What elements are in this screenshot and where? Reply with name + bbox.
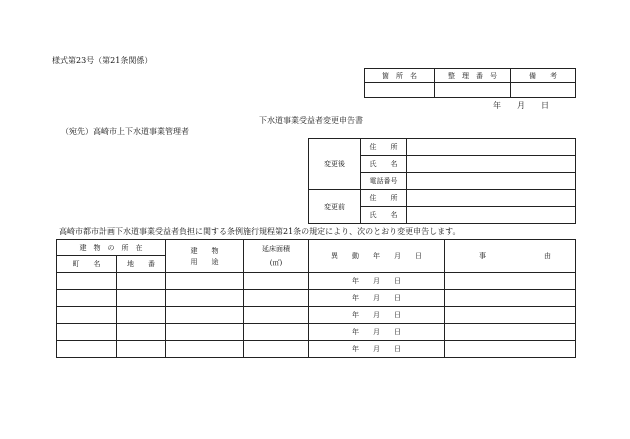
lot-cell[interactable] bbox=[117, 273, 166, 290]
statement-text: 高崎市都市計画下水道事業受益者負担に関する条例施行規程第21条の規定により、次のとおり変更申告します。 bbox=[59, 227, 461, 236]
change-date-cell[interactable]: 年 月 日 bbox=[309, 273, 445, 290]
floor-area-cell[interactable] bbox=[244, 324, 309, 341]
before-address-label: 住 所 bbox=[361, 190, 407, 207]
after-phone-field[interactable] bbox=[407, 173, 576, 190]
applicant-table bbox=[308, 138, 576, 224]
building-use-header bbox=[166, 240, 244, 273]
change-date-cell[interactable]: 年 月 日 bbox=[309, 324, 445, 341]
location-header: 建 物 の 所 在 bbox=[57, 240, 166, 256]
town-header: 町 名 bbox=[57, 256, 117, 273]
floor-area-label: 延床面積 bbox=[262, 245, 290, 253]
floor-area-cell[interactable] bbox=[244, 273, 309, 290]
before-change-label: 変更前 bbox=[309, 190, 361, 224]
building-use-cell[interactable] bbox=[166, 324, 244, 341]
lot-cell[interactable] bbox=[117, 307, 166, 324]
reason-cell[interactable] bbox=[445, 290, 576, 307]
table-row bbox=[57, 290, 576, 307]
reason-cell[interactable] bbox=[445, 307, 576, 324]
reason-header bbox=[445, 240, 576, 273]
after-name-field[interactable] bbox=[407, 156, 576, 173]
remarks-cell[interactable] bbox=[511, 83, 576, 98]
addressee: （宛先）高崎市上下水道事業管理者 bbox=[61, 127, 189, 136]
floor-area-cell[interactable] bbox=[244, 307, 309, 324]
table-row bbox=[57, 307, 576, 324]
table-row bbox=[57, 341, 576, 358]
change-date-header: 異 動 年 月 日 bbox=[309, 240, 445, 273]
floor-area-cell[interactable] bbox=[244, 290, 309, 307]
lot-header: 地 番 bbox=[117, 256, 166, 273]
date-line: 年 月 日 bbox=[493, 101, 549, 110]
after-address-field[interactable] bbox=[407, 139, 576, 156]
building-use-bottom: 用 途 bbox=[190, 257, 219, 266]
remarks-header: 備 考 bbox=[511, 69, 576, 83]
town-cell[interactable] bbox=[57, 341, 117, 358]
building-use-cell[interactable] bbox=[166, 341, 244, 358]
before-name-label: 氏 名 bbox=[361, 207, 407, 224]
lot-cell[interactable] bbox=[117, 341, 166, 358]
change-date-cell[interactable]: 年 月 日 bbox=[309, 290, 445, 307]
reason-cell[interactable] bbox=[445, 273, 576, 290]
town-cell[interactable] bbox=[57, 324, 117, 341]
location-name-header: 箇 所 名 bbox=[365, 69, 435, 83]
building-use-top: 建 物 bbox=[190, 246, 219, 255]
floor-area-unit: (㎡) bbox=[269, 259, 283, 267]
floor-area-header bbox=[244, 240, 309, 273]
form-number: 様式第23号（第21条関係） bbox=[52, 56, 153, 65]
table-row bbox=[57, 273, 576, 290]
after-phone-label: 電話番号 bbox=[361, 173, 407, 190]
reference-number-cell[interactable] bbox=[435, 83, 511, 98]
building-use-cell[interactable] bbox=[166, 273, 244, 290]
registry-table bbox=[364, 68, 576, 98]
town-cell[interactable] bbox=[57, 307, 117, 324]
document-title: 下水道事業受益者変更申告書 bbox=[259, 116, 363, 125]
reason-cell[interactable] bbox=[445, 324, 576, 341]
building-use-cell[interactable] bbox=[166, 307, 244, 324]
change-date-cell[interactable]: 年 月 日 bbox=[309, 307, 445, 324]
building-use-cell[interactable] bbox=[166, 290, 244, 307]
reason-right: 由 bbox=[544, 252, 551, 260]
reason-left: 事 bbox=[479, 252, 486, 260]
lot-cell[interactable] bbox=[117, 290, 166, 307]
location-name-cell[interactable] bbox=[365, 83, 435, 98]
town-cell[interactable] bbox=[57, 290, 117, 307]
table-row bbox=[57, 324, 576, 341]
after-name-label: 氏 名 bbox=[361, 156, 407, 173]
before-name-field[interactable] bbox=[407, 207, 576, 224]
before-address-field[interactable] bbox=[407, 190, 576, 207]
building-table bbox=[56, 239, 576, 358]
lot-cell[interactable] bbox=[117, 324, 166, 341]
reason-cell[interactable] bbox=[445, 341, 576, 358]
town-cell[interactable] bbox=[57, 273, 117, 290]
reference-number-header: 整 理 番 号 bbox=[435, 69, 511, 83]
after-address-label: 住 所 bbox=[361, 139, 407, 156]
floor-area-cell[interactable] bbox=[244, 341, 309, 358]
after-change-label: 変更後 bbox=[309, 139, 361, 190]
change-date-cell[interactable]: 年 月 日 bbox=[309, 341, 445, 358]
